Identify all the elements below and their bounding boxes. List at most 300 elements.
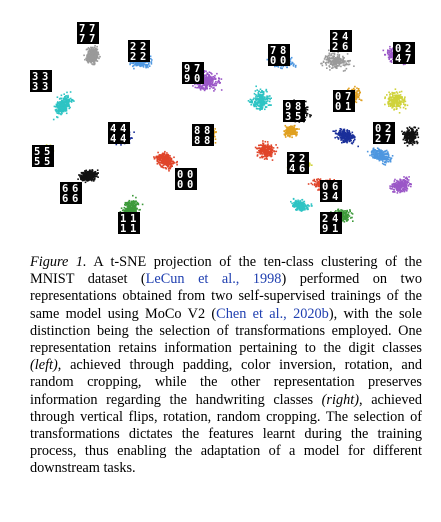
- scatter-point: [333, 64, 335, 66]
- scatter-point: [77, 178, 79, 180]
- scatter-point: [176, 161, 178, 163]
- scatter-point: [391, 52, 393, 54]
- scatter-point: [412, 144, 414, 146]
- scatter-point: [418, 137, 420, 139]
- scatter-point: [60, 113, 62, 115]
- scatter-point: [90, 47, 92, 49]
- scatter-point: [156, 156, 158, 158]
- scatter-point: [309, 114, 311, 116]
- scatter-point: [91, 169, 93, 171]
- scatter-point: [214, 83, 216, 85]
- scatter-point: [132, 206, 134, 208]
- scatter-point: [348, 64, 350, 66]
- scatter-point: [330, 63, 332, 65]
- scatter-point: [387, 53, 389, 55]
- scatter-point: [211, 73, 213, 75]
- scatter-point: [93, 60, 95, 62]
- scatter-point: [384, 54, 386, 56]
- scatter-point: [265, 90, 267, 92]
- scatter-point: [396, 108, 398, 110]
- scatter-point: [135, 210, 137, 212]
- scatter-point: [215, 142, 217, 144]
- scatter-point: [96, 46, 98, 48]
- scatter-point: [333, 56, 335, 58]
- scatter-point: [221, 89, 223, 91]
- scatter-point: [338, 55, 340, 57]
- scatter-point: [391, 101, 393, 103]
- scatter-point: [263, 91, 265, 93]
- scatter-point: [389, 96, 391, 98]
- scatter-point: [211, 80, 213, 82]
- scatter-point: [221, 78, 223, 80]
- scatter-point: [391, 107, 393, 109]
- scatter-point: [90, 179, 92, 181]
- scatter-point: [203, 84, 205, 86]
- scatter-point: [322, 65, 324, 67]
- scatter-point: [267, 100, 269, 102]
- scatter-point: [129, 64, 131, 66]
- scatter-point: [263, 94, 265, 96]
- scatter-point: [250, 104, 252, 106]
- scatter-point: [216, 83, 218, 85]
- digit-glyph: 0: [177, 179, 184, 191]
- scatter-point: [254, 93, 256, 95]
- scatter-point: [176, 164, 178, 166]
- scatter-point: [349, 60, 351, 62]
- scatter-point: [253, 105, 255, 107]
- scatter-point: [344, 70, 346, 72]
- scatter-point: [209, 78, 211, 80]
- digit-glyph: 7: [194, 63, 201, 75]
- scatter-point: [256, 89, 258, 91]
- digit-glyph: 3: [42, 71, 49, 83]
- scatter-point: [305, 107, 307, 109]
- scatter-point: [166, 152, 168, 154]
- scatter-point: [85, 179, 87, 181]
- scatter-point: [410, 140, 412, 142]
- scatter-point: [123, 209, 125, 211]
- scatter-point: [149, 65, 151, 67]
- scatter-point: [162, 161, 164, 163]
- scatter-point: [293, 65, 295, 67]
- digit-glyph: 8: [204, 135, 211, 147]
- scatter-point: [140, 64, 142, 66]
- scatter-point: [265, 99, 267, 101]
- scatter-point: [127, 206, 129, 208]
- scatter-point: [150, 61, 152, 63]
- scatter-point: [210, 76, 212, 78]
- scatter-point: [290, 58, 292, 60]
- scatter-point: [81, 178, 83, 180]
- scatter-point: [356, 92, 358, 94]
- scatter-point: [389, 103, 391, 105]
- scatter-point: [53, 119, 55, 121]
- scatter-point: [415, 127, 417, 129]
- scatter-point: [64, 99, 66, 101]
- scatter-point: [354, 86, 356, 88]
- scatter-point: [384, 104, 386, 106]
- scatter-point: [56, 105, 58, 107]
- scatter-point: [410, 143, 412, 145]
- scatter-point: [348, 88, 350, 90]
- scatter-point: [400, 107, 402, 109]
- scatter-point: [165, 158, 167, 160]
- scatter-point: [391, 102, 393, 104]
- scatter-point: [196, 87, 198, 89]
- scatter-point: [388, 98, 390, 100]
- scatter-point: [337, 60, 339, 62]
- scatter-point: [65, 106, 67, 108]
- scatter-point: [206, 77, 208, 79]
- scatter-point: [96, 60, 98, 62]
- scatter-point: [94, 50, 96, 52]
- scatter-point: [94, 176, 96, 178]
- scatter-point: [150, 58, 152, 60]
- scatter-point: [211, 86, 213, 88]
- scatter-point: [329, 60, 331, 62]
- scatter-point: [55, 106, 57, 108]
- digit-glyph: 7: [89, 33, 96, 45]
- scatter-point: [257, 104, 259, 106]
- scatter-point: [202, 87, 204, 89]
- scatter-point: [387, 49, 389, 51]
- scatter-point: [65, 104, 67, 106]
- scatter-point: [168, 154, 170, 156]
- scatter-point: [59, 103, 61, 105]
- scatter-point: [264, 109, 266, 111]
- scatter-point: [398, 105, 400, 107]
- scatter-point: [248, 100, 250, 102]
- scatter-point: [160, 165, 162, 167]
- scatter-point: [411, 142, 413, 144]
- scatter-point: [81, 172, 83, 174]
- scatter-point: [401, 131, 403, 133]
- scatter-point: [219, 81, 221, 83]
- scatter-point: [204, 90, 206, 92]
- scatter-point: [329, 69, 331, 71]
- scatter-point: [251, 99, 253, 101]
- scatter-point: [389, 48, 391, 50]
- scatter-point: [135, 197, 137, 199]
- scatter-point: [88, 49, 90, 51]
- scatter-point: [139, 209, 141, 211]
- scatter-point: [133, 131, 135, 133]
- scatter-point: [98, 58, 100, 60]
- scatter-point: [280, 67, 282, 69]
- scatter-point: [335, 62, 337, 64]
- scatter-point: [391, 92, 393, 94]
- scatter-point: [261, 92, 263, 94]
- scatter-point: [135, 63, 137, 65]
- scatter-point: [84, 172, 86, 174]
- scatter-point: [262, 107, 264, 109]
- scatter-point: [265, 101, 267, 103]
- scatter-point: [195, 87, 197, 89]
- scatter-point: [206, 73, 208, 75]
- scatter-point: [126, 202, 128, 204]
- scatter-point: [78, 174, 80, 176]
- scatter-point: [388, 92, 390, 94]
- scatter-point: [392, 95, 394, 97]
- scatter-point: [97, 176, 99, 178]
- scatter-point: [215, 78, 217, 80]
- scatter-point: [96, 176, 98, 178]
- tsne-figure-svg: [0, 0, 441, 250]
- right-tsne-panel: [248, 30, 420, 235]
- scatter-point: [396, 91, 398, 93]
- scatter-point: [403, 139, 405, 141]
- scatter-point: [327, 56, 329, 58]
- scatter-point: [342, 56, 344, 58]
- scatter-point: [406, 142, 408, 144]
- scatter-point: [278, 66, 280, 68]
- scatter-point: [384, 98, 386, 100]
- scatter-point: [347, 53, 349, 55]
- scatter-point: [156, 158, 158, 160]
- scatter-point: [340, 66, 342, 68]
- scatter-point: [161, 166, 163, 168]
- scatter-point: [403, 107, 405, 109]
- scatter-point: [332, 58, 334, 60]
- scatter-point: [92, 52, 94, 54]
- scatter-point: [269, 98, 271, 100]
- scatter-point: [56, 111, 58, 113]
- scatter-point: [133, 204, 135, 206]
- scatter-point: [168, 161, 170, 163]
- scatter-point: [337, 54, 339, 56]
- scatter-point: [399, 112, 401, 114]
- scatter-point: [255, 86, 257, 88]
- scatter-point: [208, 81, 210, 83]
- scatter-point: [389, 100, 391, 102]
- scatter-point: [295, 65, 297, 67]
- scatter-point: [70, 91, 72, 93]
- scatter-point: [267, 99, 269, 101]
- digit-glyph: 8: [204, 125, 211, 137]
- digit-glyph: 3: [42, 81, 49, 93]
- scatter-point: [204, 79, 206, 81]
- scatter-point: [91, 55, 93, 57]
- scatter-point: [205, 84, 207, 86]
- scatter-point: [167, 159, 169, 161]
- scatter-point: [398, 103, 400, 105]
- scatter-point: [269, 95, 271, 97]
- scatter-point: [87, 54, 89, 56]
- scatter-point: [88, 59, 90, 61]
- scatter-point: [295, 66, 297, 68]
- scatter-point: [406, 138, 408, 140]
- scatter-point: [269, 101, 271, 103]
- scatter-point: [92, 64, 94, 66]
- scatter-point: [87, 61, 89, 63]
- scatter-point: [329, 53, 331, 55]
- scatter-point: [64, 96, 66, 98]
- scatter-point: [343, 61, 345, 63]
- scatter-point: [306, 109, 308, 111]
- scatter-point: [142, 204, 144, 206]
- scatter-point: [124, 210, 126, 212]
- scatter-point: [359, 98, 361, 100]
- scatter-point: [157, 152, 159, 154]
- digit-glyph: 1: [120, 213, 127, 225]
- digit-glyph: 7: [89, 23, 96, 35]
- scatter-point: [62, 101, 64, 103]
- scatter-point: [86, 48, 88, 50]
- digit-glyph: 0: [187, 169, 194, 181]
- scatter-point: [329, 66, 331, 68]
- scatter-point: [407, 145, 409, 147]
- scatter-point: [132, 203, 134, 205]
- scatter-point: [131, 204, 133, 206]
- scatter-point: [403, 103, 405, 105]
- scatter-point: [404, 105, 406, 107]
- scatter-point: [391, 97, 393, 99]
- scatter-point: [124, 207, 126, 209]
- scatter-point: [405, 108, 407, 110]
- scatter-point: [207, 79, 209, 81]
- scatter-point: [259, 106, 261, 108]
- scatter-point: [337, 56, 339, 58]
- scatter-point: [61, 112, 63, 114]
- scatter-point: [335, 63, 337, 65]
- digit-thumbnail: [32, 145, 54, 168]
- scatter-point: [326, 62, 328, 64]
- scatter-point: [402, 133, 404, 135]
- scatter-point: [390, 93, 392, 95]
- scatter-point: [166, 156, 168, 158]
- scatter-point: [417, 132, 419, 134]
- scatter-point: [168, 166, 170, 168]
- scatter-point: [163, 159, 165, 161]
- scatter-point: [251, 102, 253, 104]
- scatter-point: [162, 153, 164, 155]
- scatter-point: [403, 132, 405, 134]
- scatter-point: [153, 156, 155, 158]
- scatter-point: [357, 96, 359, 98]
- scatter-point: [121, 207, 123, 209]
- scatter-point: [417, 134, 419, 136]
- scatter-point: [260, 92, 262, 94]
- scatter-point: [396, 106, 398, 108]
- scatter-point: [211, 83, 213, 85]
- scatter-point: [164, 155, 166, 157]
- scatter-point: [330, 62, 332, 64]
- scatter-point: [86, 175, 88, 177]
- scatter-point: [91, 58, 93, 60]
- scatter-point: [91, 61, 93, 63]
- scatter-point: [404, 142, 406, 144]
- scatter-point: [163, 162, 165, 164]
- scatter-point: [159, 162, 161, 164]
- scatter-point: [359, 90, 361, 92]
- digit-glyph: 9: [184, 73, 191, 85]
- scatter-point: [170, 166, 172, 168]
- digit-glyph: 0: [194, 73, 201, 85]
- scatter-point: [205, 71, 207, 73]
- scatter-point: [201, 87, 203, 89]
- scatter-point: [163, 157, 165, 159]
- scatter-point: [408, 142, 410, 144]
- scatter-point: [356, 94, 358, 96]
- scatter-point: [260, 95, 262, 97]
- scatter-point: [89, 178, 91, 180]
- scatter-point: [151, 63, 153, 65]
- scatter-point: [97, 56, 99, 58]
- scatter-point: [60, 98, 62, 100]
- scatter-point: [346, 68, 348, 70]
- scatter-point: [133, 68, 135, 70]
- scatter-point: [212, 84, 214, 86]
- scatter-point: [395, 101, 397, 103]
- scatter-point: [266, 106, 268, 108]
- digit-glyph: 7: [79, 23, 86, 35]
- digit-glyph: 5: [44, 156, 51, 168]
- scatter-point: [305, 101, 307, 103]
- scatter-point: [404, 137, 406, 139]
- digit-glyph: 0: [177, 169, 184, 181]
- left-tsne-panel: [30, 22, 223, 235]
- scatter-point: [174, 162, 176, 164]
- scatter-point: [55, 109, 57, 111]
- scatter-point: [171, 163, 173, 165]
- scatter-point: [258, 90, 260, 92]
- scatter-point: [407, 105, 409, 107]
- scatter-point: [61, 109, 63, 111]
- scatter-point: [85, 182, 87, 184]
- scatter-point: [418, 128, 420, 130]
- digit-thumbnail: [118, 212, 140, 235]
- scatter-point: [58, 109, 60, 111]
- scatter-point: [263, 104, 265, 106]
- scatter-point: [396, 104, 398, 106]
- scatter-point: [209, 88, 211, 90]
- scatter-point: [393, 109, 395, 111]
- scatter-point: [164, 151, 166, 153]
- scatter-point: [338, 65, 340, 67]
- scatter-point: [67, 104, 69, 106]
- scatter-point: [394, 103, 396, 105]
- scatter-point: [205, 87, 207, 89]
- scatter-point: [216, 73, 218, 75]
- digit-glyph: 9: [184, 63, 191, 75]
- scatter-point: [73, 100, 75, 102]
- scatter-point: [390, 105, 392, 107]
- scatter-point: [326, 59, 328, 61]
- scatter-point: [389, 46, 391, 48]
- scatter-point: [253, 103, 255, 105]
- digit-glyph: 4: [110, 133, 117, 145]
- digit-thumbnail: [77, 22, 99, 45]
- scatter-point: [58, 112, 60, 114]
- scatter-point: [254, 101, 256, 103]
- scatter-point: [89, 174, 91, 176]
- scatter-point: [388, 58, 390, 60]
- digit-glyph: 1: [120, 223, 127, 235]
- scatter-point: [401, 97, 403, 99]
- scatter-point: [129, 203, 131, 205]
- scatter-point: [133, 200, 135, 202]
- scatter-point: [94, 49, 96, 51]
- digit-glyph: 6: [62, 193, 69, 205]
- digit-glyph: 2: [130, 51, 137, 63]
- scatter-point: [169, 155, 171, 157]
- scatter-point: [57, 112, 59, 114]
- scatter-point: [339, 59, 341, 61]
- digit-glyph: 5: [34, 156, 41, 168]
- scatter-point: [404, 98, 406, 100]
- scatter-point: [332, 67, 334, 69]
- scatter-point: [398, 97, 400, 99]
